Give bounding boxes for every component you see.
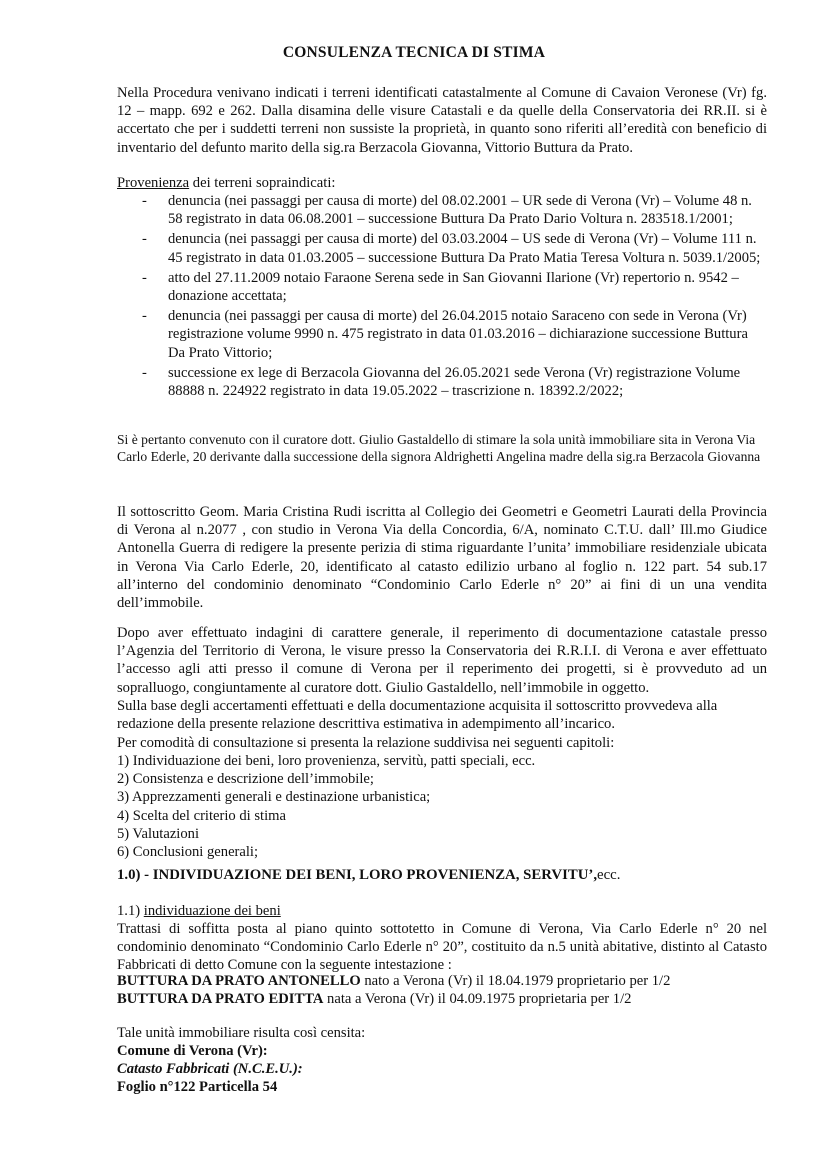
comodita-paragraph: Per comodità di consultazione si presenta la relazione suddivisa nei seguenti capitoli: bbox=[117, 735, 615, 751]
chapter-item: 5) Valutazioni bbox=[117, 825, 200, 842]
chapter-item: 3) Apprezzamenti generali e destinazione urbanistica; bbox=[117, 789, 431, 806]
chapter-item: 4) Scelta del criterio di stima bbox=[117, 807, 286, 824]
provenienza-rest: dei terreni sopraindicati: bbox=[189, 175, 336, 191]
list-item: - denuncia (nei passaggi per causa di morte) del 08.02.2001 – UR sede di Verona (Vr) – Volume 48 n. 58 registrato in data 06.08.2001 – successione Buttura Da Prato Dario Voltura n. 283518.1/2001; bbox=[142, 192, 767, 228]
list-item: - denuncia (nei passaggi per causa di morte) del 03.03.2004 – US sede di Verona (Vr) – Volume 111 n. 45 registrato in data 01.03.2005 – successione Buttura Da Prato Matia Teresa Voltura n. 5039.1/2005; bbox=[142, 230, 767, 266]
comune-line: Comune di Verona (Vr): bbox=[117, 1043, 268, 1059]
foglio-line: Foglio n°122 Particella 54 bbox=[117, 1079, 278, 1095]
intro-paragraph: Nella Procedura venivano indicati i terreni identificati catastalmente al Comune di Cavaion Veronese (Vr) fg. 12 – mapp. 692 e 262. Dalla disamina delle visure Catastali e da quelle della Conservatoria dei RR.II. si è accertato che per i suddetti terreni non sussiste la proprietà, in quanto sono riferiti all’eredità con beneficio di inventario del defunto marito della sig.ra Berzacola Giovanna, Vittorio Buttura da Prato. bbox=[117, 85, 767, 156]
list-item: - successione ex lege di Berzacola Giovanna del 26.05.2021 sede Verona (Vr) registrazione Volume 88888 n. 224922 registrato in data 19.05.2022 – trascrizione n. 18392.2/2022; bbox=[142, 364, 767, 400]
subsection-number: 1.1) bbox=[117, 903, 144, 919]
owner-line bbox=[117, 990, 767, 1008]
base-paragraph: Sulla base degli accertamenti effettuati e della documentazione acquisita il sottoscritto provvedeva alla redazione della presente relazione descrittiva estimativa in adempimento all’incarico. bbox=[117, 698, 718, 733]
provenienza-list bbox=[142, 192, 767, 402]
owner-name: BUTTURA DA PRATO ANTONELLO bbox=[117, 973, 361, 989]
provenienza-heading bbox=[117, 174, 767, 192]
chapter-item: 1) Individuazione dei beni, loro provenienza, servitù, patti speciali, ecc. bbox=[117, 753, 536, 769]
section-heading bbox=[117, 867, 767, 884]
subsection-heading bbox=[117, 902, 767, 920]
owner-detail: nato a Verona (Vr) il 18.04.1979 proprietario per 1/2 bbox=[360, 973, 671, 989]
sottoscritto-paragraph: Il sottoscritto Geom. Maria Cristina Rudi iscritta al Collegio dei Geometri e Geometri Laurati della Provincia di Verona al n.2077 , con studio in Verona Via della Concordia, 6/A, nominato C.T.U. dall’ Ill.mo Giudice Antonella Guerra di redigere la presente perizia di stima riguardante l’unita’ immobiliare residenziale ubicata in Verona Via Carlo Ederle, 20, identificato al catasto edilizio urbano al foglio n. 122 part. 54 sub.17 all’interno del condominio denominato “Condominio Carlo Ederle n° 20” ai fini di un una vendita dell’immobile. bbox=[117, 504, 767, 612]
trattasi-paragraph: Trattasi di soffitta posta al piano quinto sottotetto in Comune di Verona, Via Carlo Ederle n° 20 nel condominio denominato “Condominio Carlo Ederle n° 20”, costituito da n.5 unità abitative, distinto al Catasto Fabbricati di detto Comune con la seguente intestazione : bbox=[117, 921, 767, 974]
section-heading-tail: ecc. bbox=[597, 867, 621, 883]
section-heading-text: 1.0) - INDIVIDUAZIONE DEI BENI, LORO PROVENIENZA, SERVITU’, bbox=[117, 867, 598, 883]
owner-detail: nata a Verona (Vr) il 04.09.1975 proprietaria per 1/2 bbox=[323, 991, 632, 1007]
convenuto-paragraph: Si è pertanto convenuto con il curatore dott. Giulio Gastaldello di stimare la sola unità immobiliare sita in Verona Via Carlo Ederle, 20 derivante dalla successione della signora Aldrighetti Angelina madre della sig.ra Berzacola Giovanna bbox=[117, 432, 761, 465]
list-item: - atto del 27.11.2009 notaio Faraone Serena sede in San Giovanni Ilarione (Vr) repertorio n. 9542 – donazione accettata; bbox=[142, 269, 767, 305]
chapter-item: 6) Conclusioni generali; bbox=[117, 844, 259, 861]
owner-name: BUTTURA DA PRATO EDITTA bbox=[117, 991, 324, 1007]
indagini-paragraph: Dopo aver effettuato indagini di carattere generale, il reperimento di documentazione catastale presso l’Agenzia del Territorio di Verona, le visure presso la Conservatoria dei R.R.I.I. di Verona e aver effettuato l’accesso agli atti presso il comune di Verona per il reperimento dei progetti, si è provveduto ad un sopralluogo, congiuntamente al curatore dott. Giulio Gastaldello, nell’immobile in oggetto. bbox=[117, 625, 767, 696]
provenienza-label: Provenienza bbox=[117, 175, 190, 191]
subsection-label: individuazione dei beni bbox=[143, 903, 281, 919]
owner-line bbox=[117, 972, 767, 990]
chapter-item: 2) Consistenza e descrizione dell’immobile; bbox=[117, 771, 374, 788]
censita-line: Tale unità immobiliare risulta così censita: bbox=[117, 1025, 366, 1041]
catasto-line: Catasto Fabbricati (N.C.E.U.): bbox=[117, 1061, 303, 1077]
page-title: CONSULENZA TECNICA DI STIMA bbox=[282, 44, 546, 61]
chapter-list bbox=[117, 752, 767, 861]
list-item: - denuncia (nei passaggi per causa di morte) del 26.04.2015 notaio Saraceno con sede in Verona (Vr) registrazione volume 9990 n. 475 registrato in data 01.03.2016 – dichiarazione successione Buttura Da Prato Vittorio; bbox=[142, 307, 767, 362]
